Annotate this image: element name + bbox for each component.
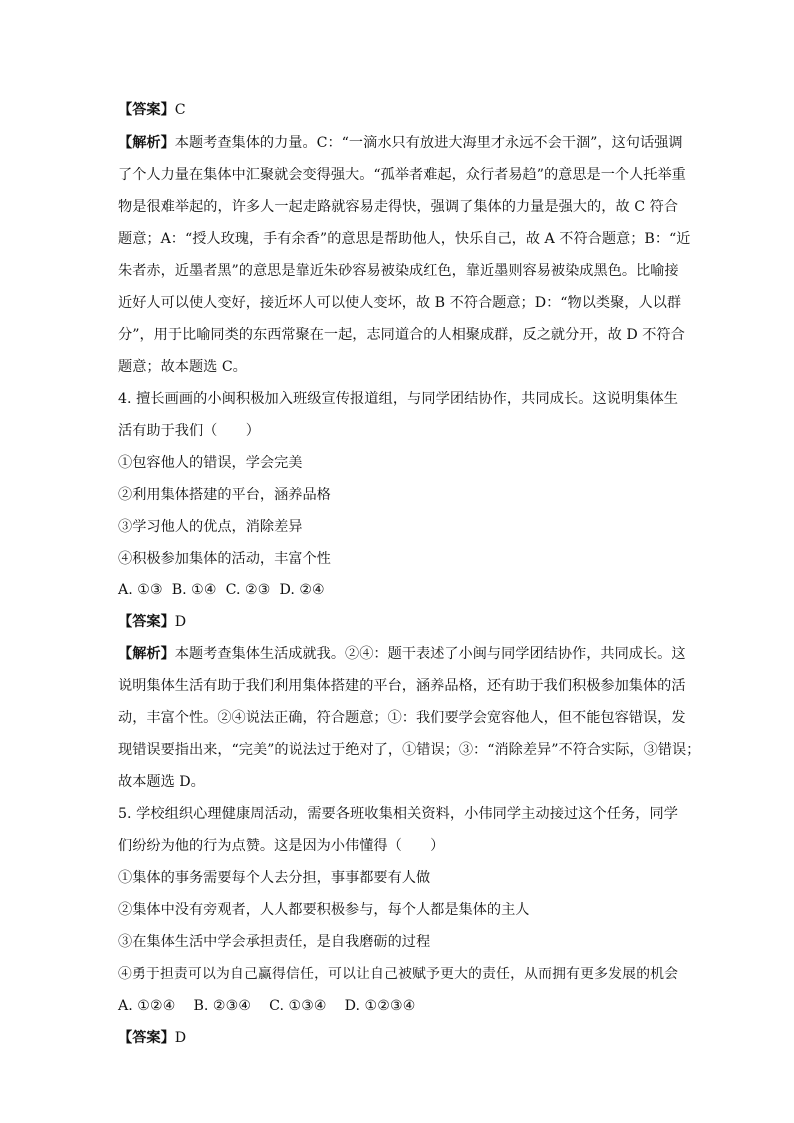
analysis-label: 【解析】	[118, 646, 175, 662]
answer-line	[118, 612, 186, 632]
option-item: ③学习他人的优点，消除差异	[118, 519, 303, 535]
answer-line	[118, 1028, 186, 1048]
question-stem: 们纷纷为他的行为点赞。这是因为小伟懂得（ ）	[118, 838, 445, 854]
option-item: ②集体中没有旁观者，人人都要积极参与，每个人都是集体的主人	[118, 902, 530, 918]
answer-label: 【答案】	[118, 614, 175, 630]
option-item: ④勇于担责可以为自己赢得信任，可以让自己被赋予更大的责任，从而拥有更多发展的机会	[118, 966, 678, 982]
answer-value: C	[174, 102, 186, 118]
option-item: ④积极参加集体的活动，丰富个性	[118, 551, 331, 567]
option-item: ③在集体生活中学会承担责任，是自我磨砺的过程	[118, 934, 431, 950]
question-stem: 4. 擅长画画的小闽积极加入班级宣传报道组，与同学团结协作，共同成长。这说明集体生	[118, 391, 678, 407]
answer-value: D	[174, 1030, 187, 1046]
analysis-line: 分”，用于比喻同类的东西常聚在一起，志同道合的人相聚成群，反之就分开，故 D 不符合	[118, 327, 685, 343]
answer-value: D	[174, 614, 187, 630]
question-stem: 活有助于我们（ ）	[118, 423, 260, 439]
analysis-line: 朱者赤，近墨者黑”的意思是靠近朱砂容易被染成红色，靠近墨则容易被染成黑色。比喻接	[118, 263, 679, 279]
analysis-line: 【解析】本题考查集体生活成就我。②④：题干表述了小闽与同学团结协作，共同成长。这	[118, 646, 686, 662]
option-item: ②利用集体搭建的平台，涵养品格	[118, 487, 331, 503]
answer-label: 【答案】	[118, 102, 175, 118]
analysis-line: 动，丰富个性。②④说法正确，符合题意；①：我们要学会宽容他人，但不能包容错误，发	[118, 710, 686, 726]
question-stem: 5. 学校组织心理健康周活动，需要各班收集相关资料，小伟同学主动接过这个任务，同学	[118, 806, 678, 822]
answer-line	[118, 100, 186, 120]
answer-label: 【答案】	[118, 1030, 175, 1046]
answer-choices: A. ①③ B. ①④ C. ②③ D. ②④	[118, 582, 325, 598]
analysis-line: 近好人可以使人变好，接近坏人可以使人变坏，故 B 不符合题意；D：“物以类聚，人以群	[118, 295, 682, 311]
answer-choices: A. ①②④ B. ②③④ C. ①③④ D. ①②③④	[118, 998, 416, 1014]
analysis-line: 了个人力量在集体中汇聚就会变得强大。“孤举者难起，众行者易趋”的意思是一个人托举重	[118, 167, 686, 183]
analysis-line: 说明集体生活有助于我们利用集体搭建的平台，涵养品格，还有助于我们积极参加集体的活	[118, 678, 686, 694]
analysis-line: 【解析】本题考查集体的力量。C：“一滴水只有放进大海里才永远不会干涸”，这句话强调	[118, 135, 683, 151]
option-item: ①包容他人的错误，学会完美	[118, 455, 303, 471]
analysis-line: 题意；故本题选 C。	[118, 359, 247, 375]
analysis-label: 【解析】	[118, 135, 175, 151]
option-item: ①集体的事务需要每个人去分担，事事都要有人做	[118, 870, 431, 886]
analysis-line: 现错误要指出来，“完美”的说法过于绝对了，①错误；③：“消除差异”不符合实际，③错误；	[118, 742, 701, 758]
analysis-line: 题意；A：“授人玫瑰，手有余香”的意思是帮助他人，快乐自己，故 A 不符合题意；B：“近	[118, 231, 691, 247]
analysis-line: 故本题选 D。	[118, 774, 205, 790]
analysis-line: 物是很难举起的，许多人一起走路就容易走得快，强调了集体的力量是强大的，故 C 符合	[118, 199, 678, 215]
